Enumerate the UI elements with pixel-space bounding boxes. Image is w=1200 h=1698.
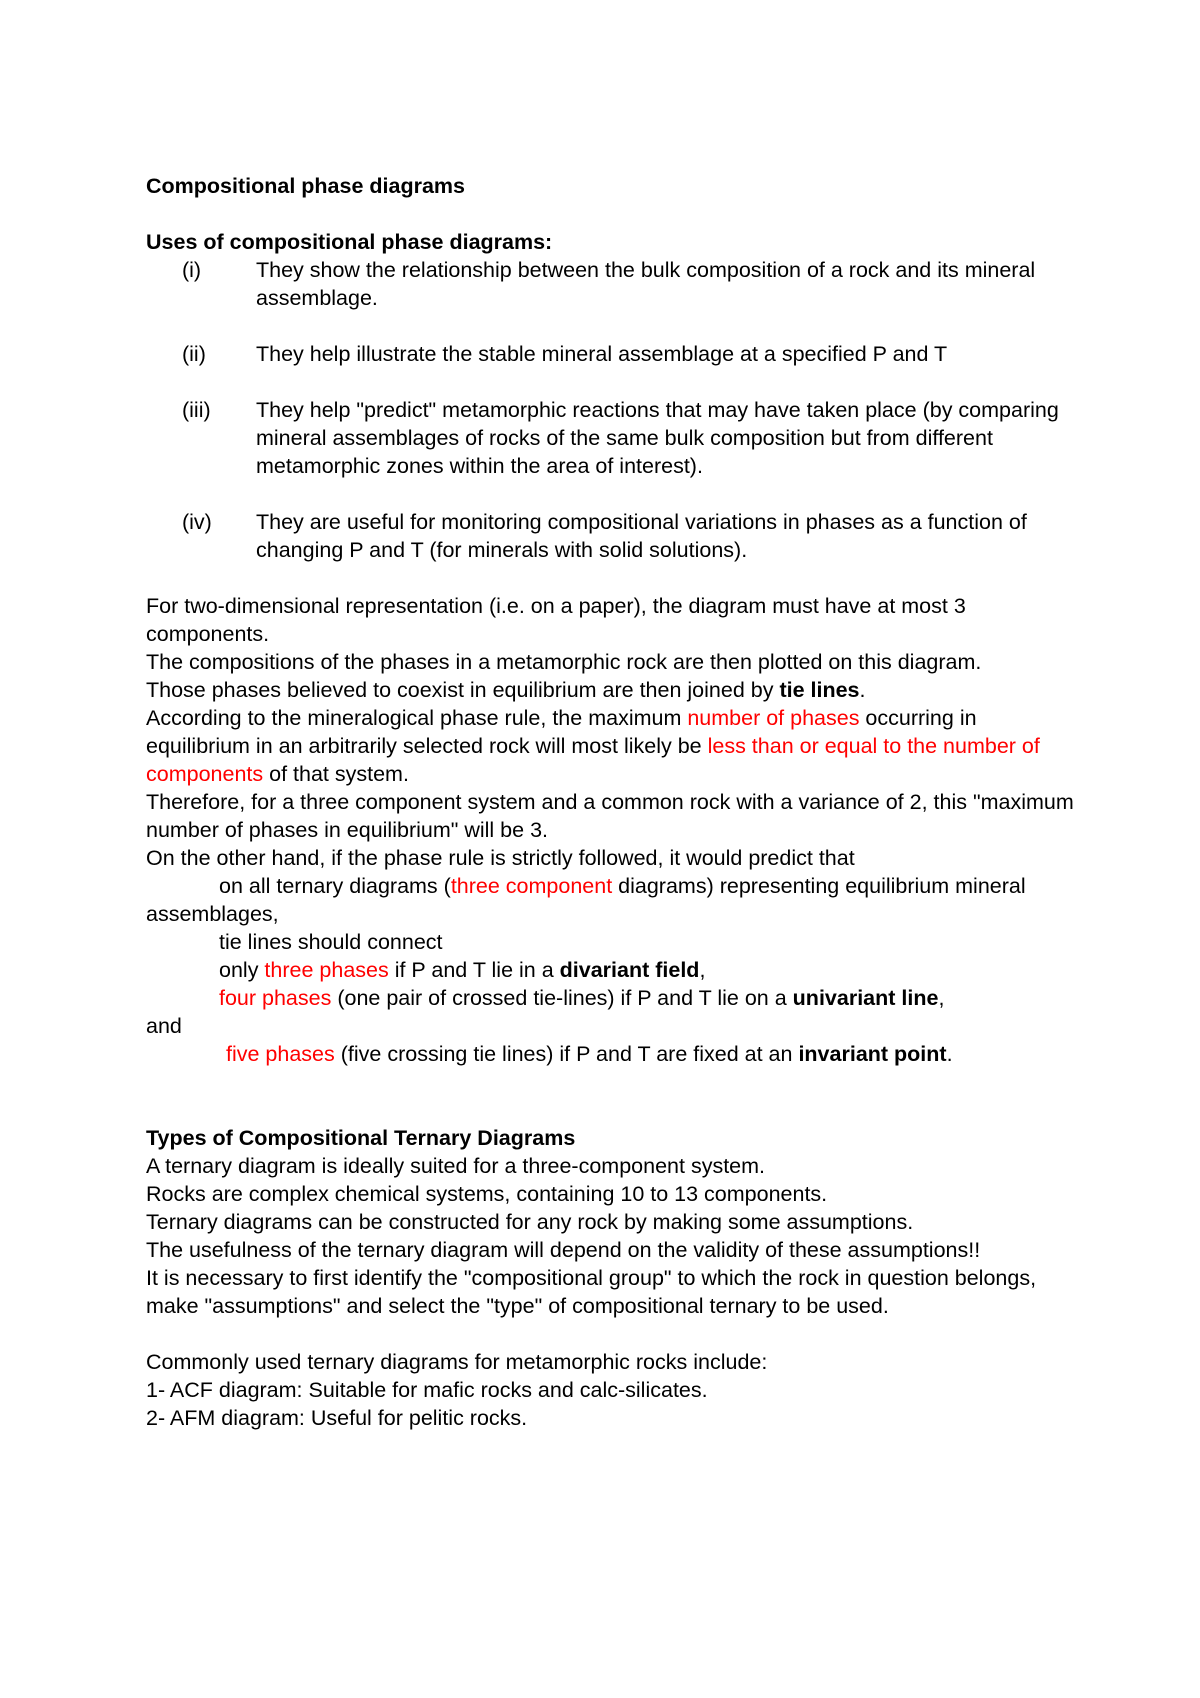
term-tie-lines: tie lines (779, 678, 860, 702)
paragraph-two-dimensional: For two-dimensional representation (i.e. on a paper), the diagram must have at most 3 components. (146, 594, 966, 646)
spacer (146, 1068, 1076, 1096)
paragraph-phase-rule (146, 704, 1076, 788)
spacer (146, 368, 1076, 396)
text-segment: . (859, 678, 866, 702)
list-text: They help "predict" metamorphic reactions that may have taken place (by comparing mineral assemblages of rocks of the same bulk composition but from different metamorphic zones within the area of interest). (256, 398, 1059, 478)
document-title: Compositional phase diagrams (146, 174, 465, 198)
uses-list-item-1 (146, 256, 1076, 312)
uses-heading: Uses of compositional phase diagrams: (146, 230, 553, 254)
spacer (146, 1320, 1076, 1348)
types-line: The usefulness of the ternary diagram will depend on the validity of these assumptions!! (146, 1238, 981, 1262)
document-page (146, 172, 1076, 1432)
paragraph-tie-lines-connect: tie lines should connect (219, 930, 443, 954)
highlight-number-of-phases: number of phases (687, 706, 860, 730)
text-segment: (one pair of crossed tie-lines) if P and T lie on a (331, 986, 793, 1010)
spacer (146, 480, 1076, 508)
uses-list-item-3 (146, 396, 1076, 480)
term-invariant-point: invariant point (798, 1042, 947, 1066)
highlight-five-phases: five phases (226, 1042, 335, 1066)
spacer (146, 1096, 1076, 1124)
text-segment: on all ternary diagrams ( (219, 874, 451, 898)
common-item: 2- AFM diagram: Useful for pelitic rocks. (146, 1406, 528, 1430)
list-number: (ii) (182, 342, 206, 366)
text-segment: Those phases believed to coexist in equilibrium are then joined by (146, 678, 780, 702)
list-text: They help illustrate the stable mineral assemblage at a specified P and T (256, 342, 948, 366)
text-segment: . (946, 1042, 953, 1066)
types-line: It is necessary to first identify the "compositional group" to which the rock in question belongs, make "assumptions" and select the "type" of compositional ternary to be used. (146, 1266, 1037, 1318)
text-segment: diagrams) representing equilibrium mineral assemblages, (146, 874, 1026, 926)
paragraph-ternary-diagrams (146, 872, 1076, 928)
list-number: (iii) (182, 398, 211, 422)
spacer (146, 312, 1076, 340)
spacer (146, 564, 1076, 592)
text-segment: (five crossing tie lines) if P and T are fixed at an (334, 1042, 799, 1066)
paragraph-tie-lines (146, 676, 1076, 704)
types-heading: Types of Compositional Ternary Diagrams (146, 1126, 576, 1150)
types-line: A ternary diagram is ideally suited for a three-component system. (146, 1154, 766, 1178)
common-item: 1- ACF diagram: Suitable for mafic rocks and calc-silicates. (146, 1378, 708, 1402)
text-and: and (146, 1014, 182, 1038)
list-text: They are useful for monitoring compositional variations in phases as a function of changing P and T (for minerals with solid solutions). (256, 510, 1027, 562)
text-segment: According to the mineralogical phase rule, the maximum (146, 706, 688, 730)
text-segment: , (938, 986, 945, 1010)
types-line: Ternary diagrams can be constructed for any rock by making some assumptions. (146, 1210, 914, 1234)
text-segment: , (699, 958, 706, 982)
term-divariant-field: divariant field (559, 958, 700, 982)
types-line: Rocks are complex chemical systems, containing 10 to 13 components. (146, 1182, 828, 1206)
list-number: (i) (182, 258, 202, 282)
paragraph-divariant (146, 956, 1076, 984)
list-text: They show the relationship between the bulk composition of a rock and its mineral assemblage. (256, 258, 1036, 310)
highlight-four-phases: four phases (219, 986, 332, 1010)
paragraph-other-hand: On the other hand, if the phase rule is strictly followed, it would predict that (146, 846, 855, 870)
term-univariant-line: univariant line (792, 986, 939, 1010)
highlight-three-component: three component (450, 874, 613, 898)
spacer (146, 200, 1076, 228)
text-segment: if P and T lie in a (388, 958, 560, 982)
highlight-three-phases: three phases (264, 958, 389, 982)
text-segment: occurring in equilibrium in an arbitrarily selected rock will most likely be (146, 706, 977, 758)
text-segment: of that system. (263, 762, 409, 786)
paragraph-univariant (146, 984, 1076, 1012)
paragraph-three-component: Therefore, for a three component system and a common rock with a variance of 2, this "maximum number of phases in equilibrium" will be 3. (146, 790, 1074, 842)
highlight-less-or-equal: less than or equal to the number of components (146, 734, 1040, 786)
paragraph-compositions: The compositions of the phases in a metamorphic rock are then plotted on this diagram. (146, 650, 982, 674)
list-number: (iv) (182, 510, 212, 534)
paragraph-invariant (146, 1040, 1076, 1068)
uses-list-item-4 (146, 508, 1076, 564)
uses-list-item-2 (146, 340, 1076, 368)
text-segment: only (219, 958, 265, 982)
common-intro: Commonly used ternary diagrams for metamorphic rocks include: (146, 1350, 768, 1374)
